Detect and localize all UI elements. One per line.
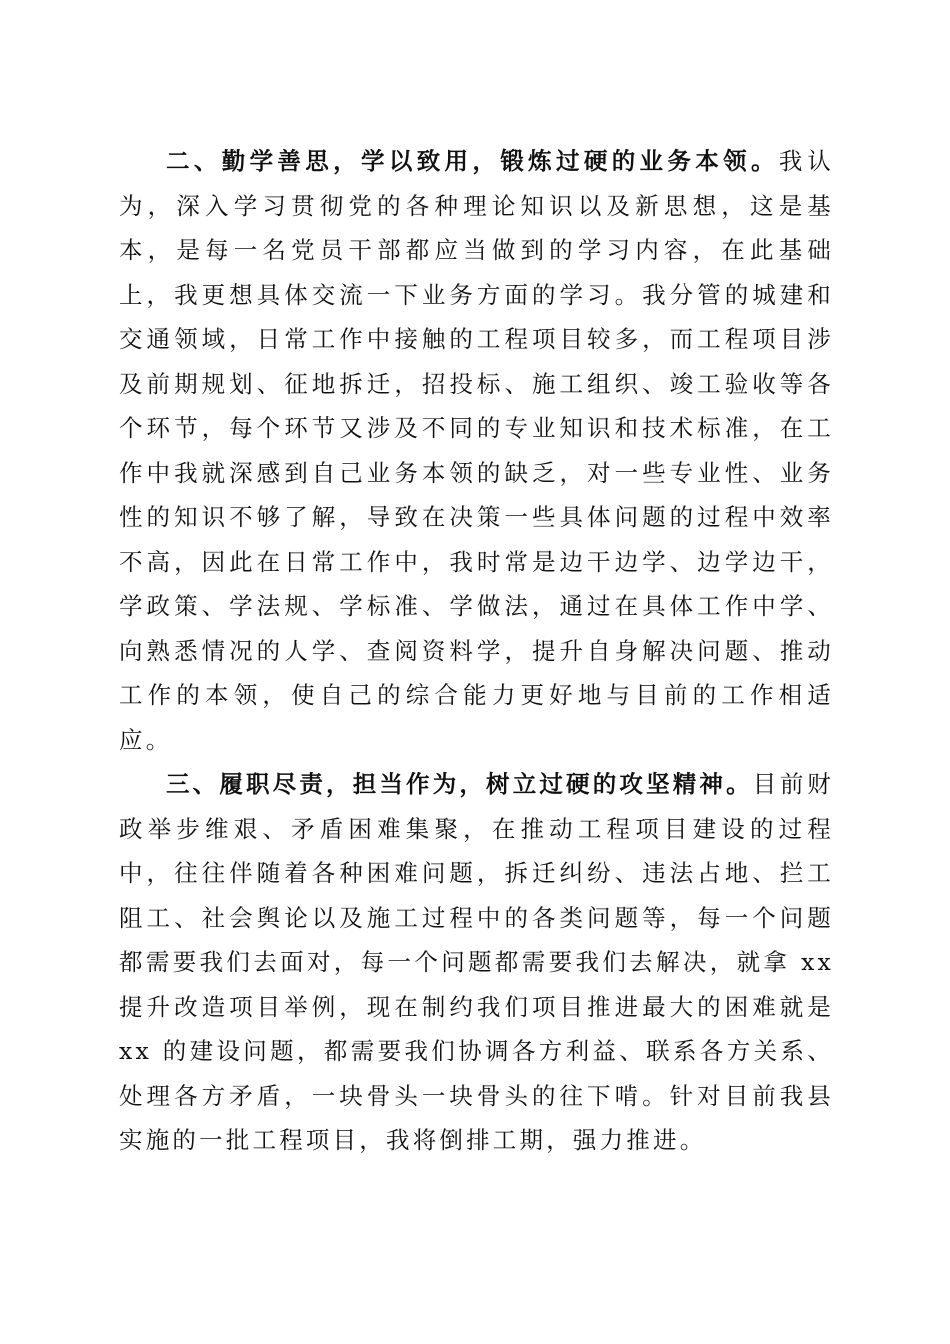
section-text-study: 我认为，深入学习贯彻党的各种理论知识以及新思想，这是基本，是每一名党员干部都应当做到的学习内容，在此基础上，我更想具体交流一下业务方面的学习。我分管的城建和交通领域，日常工作中接触的工程项目较多，而工程项目涉及前期规划、征地拆迁，招投标、施工组织、竣工验收等各个环节，每个环节又涉及不同的专业知识和技术标准，在工作中我就深感到自己业务本领的缺乏，对一些专业性、业务性的知识不够了解，导致在决策一些具体问题的过程中效率不高，因此在日常工作中，我时常是边干边学、边学边干，学政策、学法规、学标准、学做法，通过在具体工作中学、向熟悉情况的人学、查阅资料学，提升自身解决问题、推动工作的本领，使自己的综合能力更好地与目前的工作相适应。	[119, 147, 835, 754]
paragraph-study	[119, 139, 834, 762]
section-text-duty: 目前财政举步维艰、矛盾困难集聚，在推动工程项目建设的过程中，往往伴随着各种困难问题，拆迁纠纷、违法占地、拦工阻工、社会舆论以及施工过程中的各类问题等，每一个问题都需要我们去面对，每一个问题都需要我们去解决，就拿 xx 提升改造项目举例，现在制约我们项目推进最大的困难就是 xx 的建设问题，都需要我们协调各方利益、联系各方关系、处理各方矛盾，一块骨头一块骨头的往下啃。针对目前我县实施的一批工程项目，我将倒排工期，强力推进。	[119, 770, 834, 1154]
paragraph-duty	[119, 762, 834, 1163]
section-heading-duty: 三、履职尽责，担当作为，树立过硬的攻坚精神。	[166, 770, 753, 798]
document-body	[119, 139, 834, 1163]
section-heading-study: 二、勤学善思，学以致用，锻炼过硬的业务本领。	[166, 147, 779, 175]
